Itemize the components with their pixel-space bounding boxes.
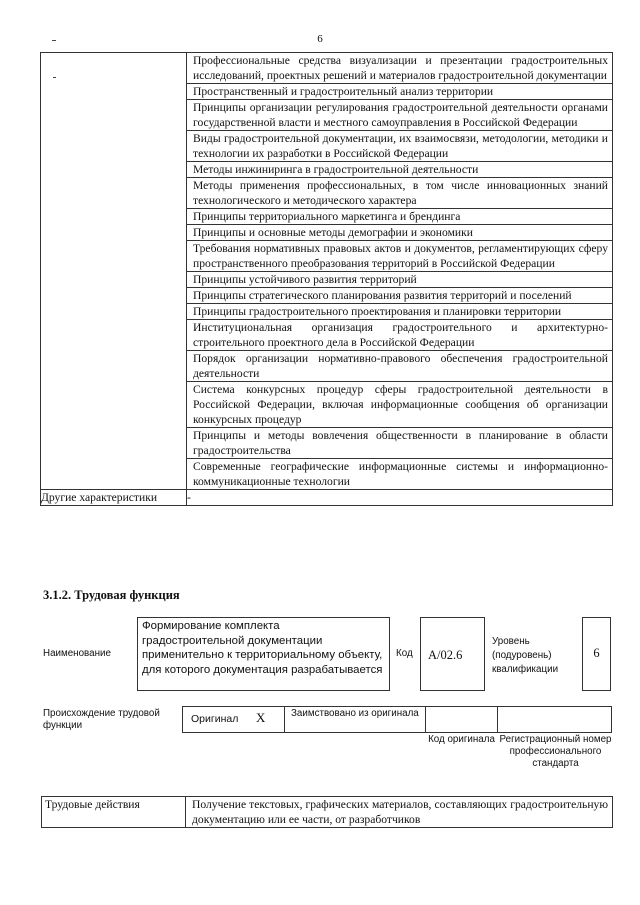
requirement-item: Принципы устойчивого развития территорий [187,272,612,288]
requirement-item: Система конкурсных процедур сферы градостроительной деятельности в Российской Федерации, включая информационные сообщения об организации конкурсных процедур [187,382,612,428]
requirement-item: Принципы стратегического планирования развития территорий и поселений [187,288,612,304]
requirement-item: Принципы и методы вовлечения общественности в планирование в области градостроительства [187,428,612,459]
origin-row [182,706,612,733]
requirement-item: Профессиональные средства визуализации и презентации градостроительных исследований, проектных решений и материалов градостроительной документации [187,53,612,84]
original-label: Оригинал [191,713,239,725]
labor-action-item: Получение текстовых, графических материалов, составляющих градостроительную документацию или ее части, от разработчиков [186,797,613,828]
section-title: 3.1.2. Трудовая функция [43,588,180,602]
labor-actions-label: Трудовые действия [42,797,186,828]
requirement-item: Современные географические информационные системы и информационно-коммуникационные технологии [193,460,608,488]
code-original-caption: Код оригинала [428,734,495,745]
borrowed-cell: Заимствовано из оригинала [284,706,426,733]
requirement-item: Требования нормативных правовых актов и документов, регламентирующих сферу пространственного преобразования территорий в Российской Федерации [187,241,612,272]
origin-label: Происхождение трудовой функции [43,708,160,731]
level-label: Уровень (подуровень) квалификации [492,636,559,675]
function-code-field: А/02.6 [420,617,485,691]
original-code-cell [425,706,498,733]
requirement-item: Виды градостроительной документации, их взаимосвязи, методологии, методики и технологии их разработки в Российской Федерации [187,131,612,162]
code-label: Код [396,648,413,659]
page-number: 6 [317,33,323,45]
knowledge-requirements-table [40,52,613,506]
requirement-item: Порядок организации нормативно-правового обеспечения градостроительной деятельности [187,351,612,382]
requirement-item: Методы инжиниринга в градостроительной деятельности [187,162,612,178]
requirement-item: Принципы организации регулирования градостроительной деятельности органами государственной власти и местного самоуправления в Российской Федерации [187,100,612,131]
name-label: Наименование [43,648,111,659]
requirement-item: Институциональная организация градостроительного и архитектурно-строительного проектного дела в Российской Федерации [187,320,612,351]
level-field: 6 [582,617,611,691]
requirements-left-cell [41,53,187,490]
labor-actions-table [41,796,613,828]
other-characteristics-value: - [187,490,613,506]
registration-caption: Регистрационный номер профессионального стандарта [499,734,612,769]
requirements-list [187,53,613,490]
requirement-item: Принципы градостроительного проектирования и планировки территории [187,304,612,320]
requirement-item: Принципы территориального маркетинга и брендинга [187,209,612,225]
registration-number-cell [497,706,612,733]
page-mark [52,40,56,41]
requirement-item: Методы применения профессиональных, в том числе инновационных знаний технологического и методического характера [187,178,612,209]
original-mark: X [256,710,266,725]
requirement-item: Принципы и основные методы демографии и экономики [187,225,612,241]
other-characteristics-label: Другие характеристики [41,490,187,506]
function-name-field: Формирование комплекта градостроительной документации применительно к территориальному объекту, для которого документация разрабатывается [137,617,390,691]
requirement-item: Пространственный и градостроительный анализ территории [187,84,612,100]
